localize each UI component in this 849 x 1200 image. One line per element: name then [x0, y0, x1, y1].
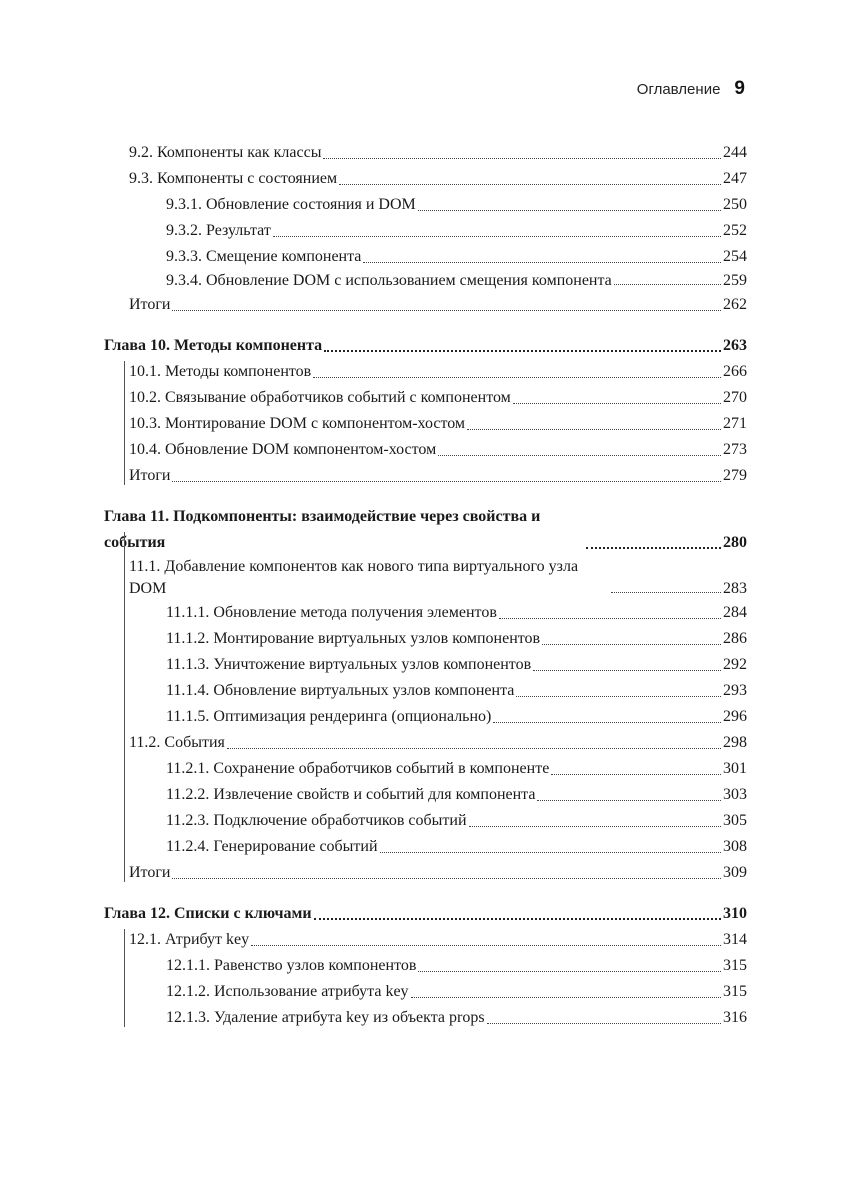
page-number: 9 — [734, 78, 745, 99]
dot-leader — [614, 284, 721, 285]
toc-entry[interactable] — [104, 218, 747, 244]
toc-entry[interactable] — [104, 652, 747, 678]
dot-leader — [172, 481, 721, 482]
toc-entry[interactable] — [104, 556, 747, 600]
toc-entry-page: 259 — [723, 272, 747, 289]
toc-entry-page: 315 — [723, 957, 747, 974]
toc-entry-title: Глава 12. Списки с ключами — [104, 905, 312, 922]
toc-entry-title: 11.1.2. Монтирование виртуальных узлов компонентов — [166, 630, 541, 647]
dot-leader — [469, 826, 721, 827]
running-title: Оглавление — [636, 81, 721, 98]
toc-entry-page: 273 — [723, 441, 747, 458]
toc-entry-page: 270 — [723, 389, 747, 406]
dot-leader — [611, 592, 721, 593]
toc-entry-page: 252 — [723, 222, 747, 239]
chapter-section — [104, 901, 747, 1031]
toc-entry-title: 11.2.4. Генерирование событий — [166, 838, 378, 855]
toc-entry[interactable] — [104, 166, 747, 192]
dot-leader — [339, 184, 721, 185]
toc-entry-title: 9.2. Компоненты как классы — [129, 144, 322, 161]
continued-section — [104, 140, 747, 318]
toc-entry-title: 10.1. Методы компонентов — [129, 363, 312, 380]
toc-entry-title: 10.3. Монтирование DOM с компонентом-хостом — [129, 415, 466, 432]
toc-entry[interactable] — [104, 730, 747, 756]
toc-entry-page: 314 — [723, 931, 747, 948]
toc-entry-title: 9.3.2. Результат — [166, 222, 271, 239]
toc-entry[interactable] — [104, 270, 747, 292]
dot-leader — [172, 310, 721, 311]
toc-entry[interactable] — [104, 192, 747, 218]
toc-entry-page: 266 — [723, 363, 747, 380]
toc-entry-title: 9.3. Компоненты с состоянием — [129, 170, 338, 187]
dot-leader — [380, 852, 721, 853]
toc-entry[interactable] — [104, 953, 747, 979]
toc-entry[interactable] — [104, 626, 747, 652]
toc-entry-page: 254 — [723, 248, 747, 265]
toc-entry-page: 284 — [723, 604, 747, 621]
dot-leader — [313, 377, 721, 378]
table-of-contents — [104, 140, 747, 1031]
toc-entry-page: 271 — [723, 415, 747, 432]
toc-entry-page: 247 — [723, 170, 747, 187]
toc-entry-page: 283 — [723, 580, 747, 597]
toc-entry-title: 10.2. Связывание обработчиков событий с компонентом — [129, 389, 511, 406]
toc-entry[interactable] — [104, 808, 747, 834]
dot-leader — [273, 236, 721, 237]
dot-leader — [418, 210, 721, 211]
toc-entry-page: 280 — [723, 534, 747, 551]
toc-entry-page: 263 — [723, 337, 747, 354]
chapter-heading[interactable] — [104, 504, 747, 556]
dot-leader — [324, 350, 721, 352]
dot-leader — [227, 748, 721, 749]
dot-leader — [411, 997, 721, 998]
toc-entry[interactable] — [104, 860, 747, 886]
chapter-section — [104, 504, 747, 886]
chapter-section — [104, 333, 747, 489]
running-header — [637, 78, 745, 100]
dot-leader — [513, 403, 721, 404]
toc-entry[interactable] — [104, 1005, 747, 1031]
toc-entry-title: Итоги — [129, 296, 171, 313]
toc-entry[interactable] — [104, 292, 747, 318]
toc-entry-title: 11.1.3. Уничтожение виртуальных узлов компонентов — [166, 656, 532, 673]
toc-entry-title: 9.3.4. Обновление DOM с использованием смещения компонента — [166, 272, 612, 289]
toc-entry-title: 9.3.1. Обновление состояния и DOM — [166, 196, 416, 213]
toc-entry-title: 11.1.5. Оптимизация рендеринга (опционально) — [166, 708, 492, 725]
toc-entry[interactable] — [104, 678, 747, 704]
toc-entry-page: 292 — [723, 656, 747, 673]
toc-entry-title: 12.1.1. Равенство узлов компонентов — [166, 957, 417, 974]
dot-leader — [533, 670, 721, 671]
toc-entry-title: 11.1.4. Обновление виртуальных узлов компонента — [166, 682, 515, 699]
toc-entry-page: 296 — [723, 708, 747, 725]
dot-leader — [537, 800, 721, 801]
toc-entry[interactable] — [104, 411, 747, 437]
toc-entry[interactable] — [104, 244, 747, 270]
toc-entry-page: 309 — [723, 864, 747, 881]
toc-entry-title: 11.2.3. Подключение обработчиков событий — [166, 812, 467, 829]
dot-leader — [172, 878, 721, 879]
toc-entry-title: 11.2.1. Сохранение обработчиков событий в компоненте — [166, 760, 550, 777]
toc-entry-title: 9.3.3. Смещение компонента — [166, 248, 362, 265]
dot-leader — [467, 429, 721, 430]
toc-entry[interactable] — [104, 834, 747, 860]
toc-entry-page: 298 — [723, 734, 747, 751]
toc-entry[interactable] — [104, 385, 747, 411]
toc-entry[interactable] — [104, 437, 747, 463]
dot-leader — [499, 618, 721, 619]
chapter-heading[interactable] — [104, 901, 747, 927]
dot-leader — [516, 696, 721, 697]
toc-entry-title: 10.4. Обновление DOM компонентом-хостом — [129, 441, 437, 458]
toc-entry-title: Глава 11. Подкомпоненты: взаимодействие через свойства и события — [104, 508, 541, 551]
toc-entry-title: Итоги — [129, 467, 171, 484]
toc-entry[interactable] — [104, 140, 747, 166]
toc-entry-page: 293 — [723, 682, 747, 699]
dot-leader — [251, 945, 721, 946]
toc-entry-title: 11.1.1. Обновление метода получения элементов — [166, 604, 497, 621]
dot-leader — [314, 918, 721, 920]
toc-entry-page: 308 — [723, 838, 747, 855]
toc-entry-title: 11.2. События — [129, 734, 225, 751]
toc-entry-page: 244 — [723, 144, 747, 161]
toc-entry-title: Итоги — [129, 864, 171, 881]
toc-entry[interactable] — [104, 359, 747, 385]
toc-entry-page: 262 — [723, 296, 747, 313]
toc-entry[interactable] — [104, 704, 747, 730]
dot-leader — [418, 971, 721, 972]
toc-entry-page: 301 — [723, 760, 747, 777]
toc-entry-page: 305 — [723, 812, 747, 829]
toc-entry[interactable] — [104, 927, 747, 953]
toc-entry-title: 12.1.2. Использование атрибута key — [166, 983, 409, 1000]
toc-entry-page: 279 — [723, 467, 747, 484]
dot-leader — [493, 722, 721, 723]
toc-entry-title: 11.2.2. Извлечение свойств и событий для компонента — [166, 786, 536, 803]
toc-entry-page: 316 — [723, 1009, 747, 1026]
toc-entry[interactable] — [104, 463, 747, 489]
toc-entry[interactable] — [104, 782, 747, 808]
toc-entry[interactable] — [104, 600, 747, 626]
toc-entry-title: 11.1. Добавление компонентов как нового типа виртуального узла DOM — [129, 558, 579, 597]
toc-entry-title: 12.1. Атрибут key — [129, 931, 250, 948]
dot-leader — [542, 644, 721, 645]
dot-leader — [551, 774, 721, 775]
toc-entry[interactable] — [104, 979, 747, 1005]
dot-leader — [323, 158, 721, 159]
dot-leader — [438, 455, 721, 456]
toc-entry-page: 250 — [723, 196, 747, 213]
toc-entry-page: 303 — [723, 786, 747, 803]
toc-entry-page: 286 — [723, 630, 747, 647]
dot-leader — [586, 547, 721, 549]
dot-leader — [487, 1023, 721, 1024]
toc-entry-page: 315 — [723, 983, 747, 1000]
toc-entry-title: 12.1.3. Удаление атрибута key из объекта props — [166, 1009, 485, 1026]
chapter-heading[interactable] — [104, 333, 747, 359]
toc-entry-title: Глава 10. Методы компонента — [104, 337, 323, 354]
dot-leader — [363, 262, 721, 263]
toc-entry[interactable] — [104, 756, 747, 782]
toc-entry-page: 310 — [723, 905, 747, 922]
